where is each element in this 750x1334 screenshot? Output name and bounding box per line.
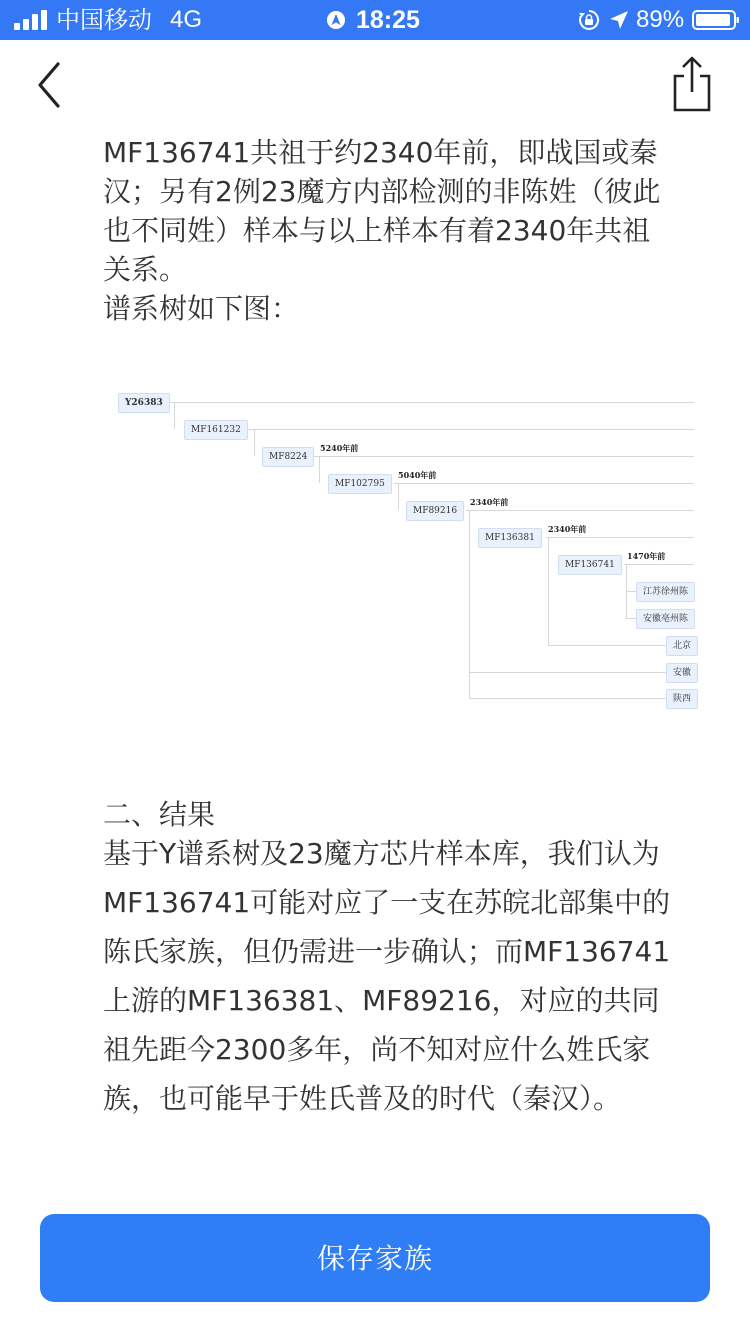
text-line: MF136741共祖于约2340年前，即战国或秦 [103, 136, 658, 169]
signal-icon [14, 10, 48, 30]
text-line: 汉；另有2例23魔方内部检测的非陈姓（彼此 [103, 175, 661, 208]
tree-node: Y26383 [118, 393, 170, 413]
tree-connector [548, 537, 549, 645]
tree-leaf: 安徽 [666, 663, 698, 683]
tree-branch [626, 591, 636, 592]
share-button[interactable] [668, 54, 716, 114]
tree-node: MF8224 [262, 447, 314, 467]
tree-connector [319, 456, 320, 483]
text-line: 关系。 [103, 253, 188, 286]
text-line: 上游的MF136381、MF89216，对应的共同 [103, 984, 660, 1017]
tree-branch [466, 510, 694, 511]
article-body [103, 134, 713, 329]
result-paragraph [103, 835, 713, 1129]
tree-leaf: 江苏徐州陈 [636, 582, 695, 602]
location-arrow-icon [608, 9, 630, 31]
age-label: 5040年前 [398, 470, 437, 480]
text-line: 也不同姓）样本与以上样本有着2340年共祖 [103, 214, 651, 247]
tree-connector [174, 402, 175, 429]
tree-branch [469, 698, 666, 699]
tree-leaf: 北京 [666, 636, 698, 656]
status-bar [0, 0, 750, 40]
back-button[interactable] [28, 60, 72, 110]
battery-percent: 89% [636, 6, 685, 33]
carrier-label: 中国移动 [56, 6, 152, 34]
tree-branch [546, 537, 694, 538]
save-family-button[interactable]: 保存家族 [40, 1214, 710, 1302]
tree-branch [166, 402, 694, 403]
tree-branch [624, 564, 694, 565]
tree-caption-text: 谱系树如下图： [103, 292, 300, 325]
tree-branch [314, 456, 694, 457]
navigation-app-icon [326, 10, 346, 30]
tree-node: MF89216 [406, 501, 464, 521]
tree-connector [254, 429, 255, 456]
tree-node: MF102795 [328, 474, 392, 494]
tree-branch [469, 672, 666, 673]
age-label: 2340年前 [548, 524, 587, 534]
tree-node: MF136741 [558, 555, 622, 575]
age-label: 2340年前 [470, 497, 509, 507]
rotation-lock-icon [578, 9, 600, 31]
tree-branch [548, 645, 666, 646]
tree-connector [398, 483, 399, 510]
battery-icon [692, 10, 740, 30]
network-label: 4G [170, 6, 203, 33]
text-line: MF136741可能对应了一支在苏皖北部集中的 [103, 886, 671, 919]
text-line: 祖先距今2300多年，尚不知对应什么姓氏家 [103, 1033, 651, 1066]
tree-connector [469, 510, 470, 698]
tree-leaf: 安徽亳州陈 [636, 609, 695, 629]
clock: 18:25 [356, 6, 420, 34]
tree-leaf: 陕西 [666, 689, 698, 709]
tree-branch [246, 429, 694, 430]
intro-paragraph [103, 134, 713, 290]
phylogenetic-tree [110, 388, 700, 718]
result-heading [103, 796, 713, 835]
result-section [103, 796, 713, 1129]
tree-node: MF161232 [184, 420, 248, 440]
share-icon [668, 54, 716, 114]
tree-branch [394, 483, 694, 484]
age-label: 1470年前 [627, 551, 666, 561]
section-heading: 二、结果 [103, 798, 216, 831]
text-line: 族，也可能早于姓氏普及的时代（秦汉）。 [103, 1082, 622, 1115]
tree-node: MF136381 [478, 528, 542, 548]
tree-caption [103, 290, 713, 329]
text-line: 基于Y谱系树及23魔方芯片样本库，我们认为 [103, 837, 660, 870]
age-label: 5240年前 [320, 443, 359, 453]
text-line: 陈氏家族，但仍需进一步确认；而MF136741 [103, 935, 671, 968]
chevron-left-icon [28, 60, 72, 110]
tree-branch [626, 618, 636, 619]
